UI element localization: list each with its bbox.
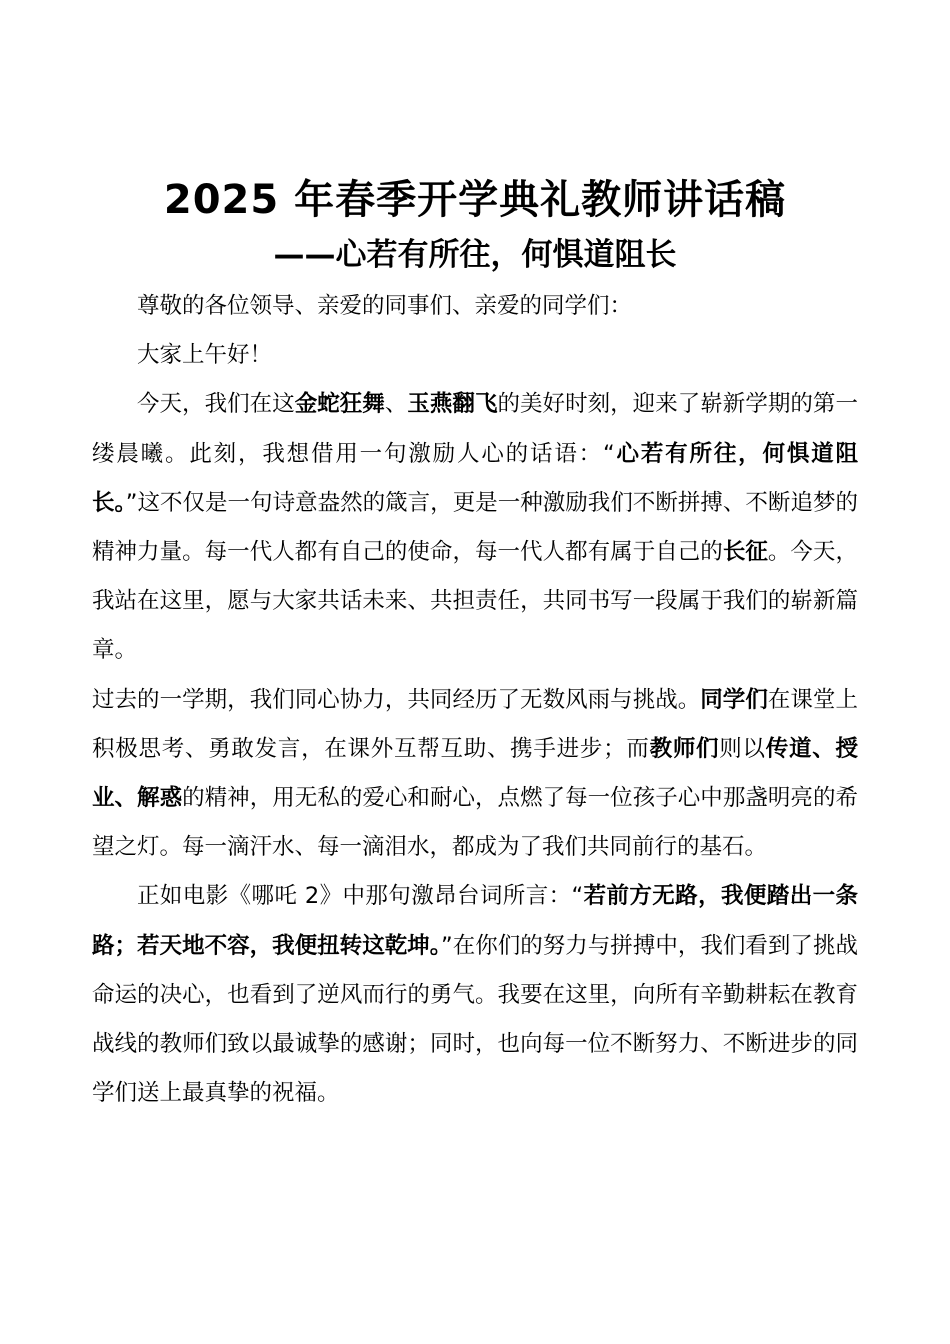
text-segment: 的精神，用无私的爱心和耐心，点燃了每一位孩子心中那盏明亮的希望之灯。每一滴汗水、每一滴泪水，都成为了我们共同前行的基石。 (92, 785, 858, 861)
text-segment: 过去的一学期，我们同心协力，共同经历了无数风雨与挑战。 (92, 686, 701, 713)
document-body (92, 282, 858, 1118)
bold-text-segment: 金蛇狂舞 (294, 391, 385, 418)
body-paragraph (92, 380, 858, 675)
text-segment: 正如电影《哪吒 2》中那句激昂台词所言：“ (137, 883, 584, 910)
text-segment: 、 (384, 391, 408, 418)
bold-text-segment: 教师们 (649, 735, 720, 762)
text-segment: ”在你们的努力与拼搏中，我们看到了挑战命运的决心，也看到了逆风而行的勇气。我要在这里，向所有辛勤耕耘在教育战线的教师们致以最诚挚的感谢；同时，也向每一位不断努力、不断进步的同学们送上最真挚的祝福。 (92, 932, 858, 1107)
body-paragraph (92, 872, 858, 1118)
text-segment: 大家上午好！ (137, 342, 273, 369)
bold-text-segment: 长征 (722, 539, 768, 566)
text-segment: 今天，我们在这 (137, 391, 295, 418)
body-paragraph (92, 676, 858, 873)
bold-text-segment: 心若有所往，何惧道阻长。 (92, 440, 858, 516)
text-segment: 。今天，我站在这里，愿与大家共话未来、共担责任，共同书写一段属于我们的崭新篇章。 (92, 539, 858, 664)
document-subtitle: ——心若有所往，何惧道阻长 (273, 237, 677, 273)
bold-text-segment: 传道、授业、解惑 (92, 735, 858, 812)
text-segment: ”这不仅是一句诗意盎然的箴言，更是一种激励我们不断拼搏、不断追梦的精神力量。每一代人都有自己的使命，每一代人都有属于自己的 (92, 489, 858, 566)
text-segment: 则以 (719, 735, 766, 762)
text-segment: 的美好时刻，迎来了崭新学期的第一缕晨曦。此刻，我想借用一句激励人心的话语：“ (92, 391, 858, 467)
text-segment: 在课堂上积极思考、勇敢发言，在课外互帮互助、携手进步；而 (92, 686, 858, 762)
body-paragraph (92, 331, 858, 380)
body-paragraph (92, 282, 858, 331)
bold-text-segment: 若前方无路，我便踏出一条路；若天地不容，我便扭转这乾坤。 (92, 883, 858, 959)
text-segment: 尊敬的各位领导、亲爱的同事们、亲爱的同学们： (137, 293, 633, 319)
document-title: 2025 年春季开学典礼教师讲话稿 (163, 177, 787, 223)
bold-text-segment: 玉燕翻飞 (407, 391, 498, 418)
bold-text-segment: 同学们 (700, 686, 768, 713)
